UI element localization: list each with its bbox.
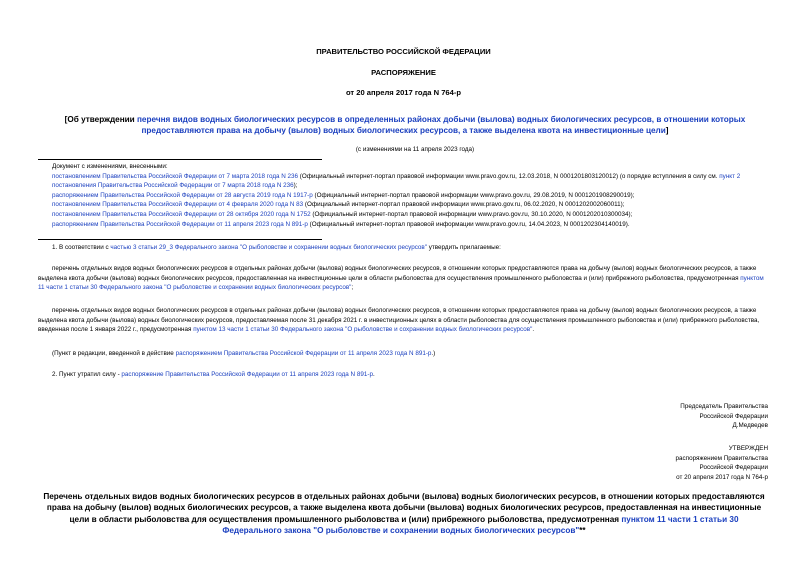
change-text-2: );: [293, 182, 298, 190]
p3-text: перечень отдельных видов водных биологических ресурсов в отдельных районах добычи (вылова) водных биологических ресурсов, в отношении которых предоставляются права на добычу (вылов) водных биологических ресурсов, а также выделена квота добычи (вылова) водных биологических ресурсов, предоставляемая после 31 декабря 2021 г. в инвестиционных целях в области рыболовства для осуществления промышленного рыболовства и (или) прибрежного рыболовства, введенная после 1 января 2022 г., предусмотренная: [38, 307, 760, 334]
p2-text: перечень отдельных видов водных биологических ресурсов в отдельных районах добычи (вылова) водных биологических ресурсов, в отношении которых предоставляются права на добычу (вылов) водных биологических ресурсов, а также выделена квота добычи (вылова) водных биологических ресурсов, предоставленная на инвестиционные цели в области рыболовства для осуществления промышленного рыболовства и (или) прибрежного рыболовства, предусмотренная: [38, 265, 757, 282]
change-link[interactable]: распоряжением Правительства Российской Федерации от 28 августа 2019 года N 1917-р: [52, 191, 313, 199]
change-link[interactable]: постановлением Правительства Российской Федерации от 7 марта 2018 года N 236: [52, 172, 299, 180]
paragraph-4: [52, 349, 768, 359]
org-header: ПРАВИТЕЛЬСТВО РОССИЙСКОЙ ФЕДЕРАЦИИ: [316, 47, 491, 56]
approved-line: Российской Федерации: [699, 464, 768, 472]
paragraph-5: [52, 370, 768, 380]
doc-date-number: от 20 апреля 2017 года N 764-р: [345, 88, 462, 97]
change-text: (Официальный интернет-портал правовой информации www.pravo.gov.ru, 14.04.2023, N 0001202304140019).: [307, 220, 630, 228]
p5-post: .: [372, 371, 375, 378]
p2-link[interactable]: пунктом 11 части 1 статьи 30 Федерального закона "О рыболовстве и сохранении водных биологических ресурсов": [38, 274, 764, 292]
change-item: [52, 210, 768, 220]
approved-line: от 20 апреля 2017 года N 764-р: [676, 473, 768, 481]
approved-block: [560, 444, 768, 482]
changes-intro: Документ с изменениями, внесенными:: [52, 163, 168, 170]
change-item: [52, 200, 768, 210]
p4-link[interactable]: распоряжением Правительства Российской Федерации от 11 апреля 2023 года N 891-р: [175, 350, 432, 357]
divider-top: [38, 159, 322, 160]
p1-link[interactable]: частью 3 статьи 29_3 Федерального закона "О рыболовстве и сохранении водных биологических ресурсов": [110, 244, 427, 251]
divider-bottom: [38, 239, 322, 240]
change-item: [52, 191, 768, 201]
paragraph-3: [38, 306, 768, 335]
change-link[interactable]: постановлением Правительства Российской Федерации от 4 февраля 2020 года N 83: [52, 201, 304, 209]
approved-line: распоряжением Правительства: [675, 454, 768, 462]
change-text: (Официальный интернет-портал правовой информации www.pravo.gov.ru, 29.08.2019, N 0001201908290019);: [312, 191, 635, 199]
list-title-post: **: [579, 526, 586, 536]
signature-name: Д.Медведев: [732, 422, 768, 430]
change-item: [52, 220, 768, 230]
change-text: (Официальный интернет-портал правовой информации www.pravo.gov.ru, 30.10.2020, N 0001202010300034);: [310, 210, 633, 218]
change-text: (Официальный интернет-портал правовой информации www.pravo.gov.ru, 06.02.2020, N 0001202002060011);: [303, 201, 625, 209]
changes-block: [52, 162, 768, 229]
doc-type: РАСПОРЯЖЕНИЕ: [371, 68, 436, 77]
change-link[interactable]: распоряжением Правительства Российской Федерации от 11 апреля 2023 года N 891-р: [52, 220, 308, 228]
p4-text: (Пункт в редакции, введенной в действие: [52, 350, 176, 357]
change-item: [52, 172, 768, 191]
title-pre: [Об утверждении: [64, 115, 137, 124]
list-title-text: Перечень отдельных видов водных биологических ресурсов в отдельных районах добычи (вылова) водных биологических ресурсов, в отношении которых предоставляются права на добычу (вылов) водных биологических ресурсов, а также выделена квота добычи (вылова) водных биологических ресурсов, предоставленная на инвестиционные цели в области рыболовства для осуществления промышленного рыболовства и (или) прибрежного рыболовства, предусмотренная: [43, 492, 765, 524]
p1-post: утвердить прилагаемые:: [427, 244, 501, 251]
title-link[interactable]: перечня видов водных биологических ресурсов в определенных районах добычи (вылова) водных биологических ресурсов, в отношении которых предоставляются права на добычу (вылов) водных биологических ресурсов, а также выделена квота на инвестиционные цели: [136, 115, 746, 135]
p5-link[interactable]: распоряжение Правительства Российской Федерации от 11 апреля 2023 года N 891-р: [121, 371, 373, 378]
title-post: ]: [665, 126, 669, 135]
change-link-2[interactable]: пункт 2 постановления Правительства Российской Федерации от 7 марта 2018 года N 236: [52, 172, 741, 190]
list-title-link[interactable]: пунктом 11 части 1 статьи 30 Федерального закона "О рыболовстве и сохранении водных биологических ресурсов": [222, 514, 739, 536]
change-text: (Официальный интернет-портал правовой информации www.pravo.gov.ru, 12.03.2018, N 0001201803120012) (о порядке вступления в силу см.: [298, 172, 720, 180]
signature-line: Российской Федерации: [699, 412, 768, 420]
list-title: [40, 491, 768, 537]
signature-line: Председатель Правительства: [680, 403, 768, 410]
p3-link[interactable]: пунктом 13 части 1 статьи 30 Федерального закона "О рыболовстве и сохранении водных биологических ресурсов": [193, 326, 533, 334]
paragraph-1: [52, 243, 768, 253]
p3-post: .: [532, 326, 535, 334]
doc-title: [52, 114, 758, 136]
p2-post: ;: [351, 284, 354, 292]
paragraph-2: [38, 264, 768, 293]
signature-block: [560, 402, 768, 431]
approved-line: УТВЕРЖДЕН: [728, 445, 768, 452]
revision-note: (с изменениями на 11 апреля 2023 года): [355, 146, 475, 153]
change-link[interactable]: постановлением Правительства Российской Федерации от 28 октября 2020 года N 1752: [52, 210, 311, 218]
p5-text: 2. Пункт утратил силу -: [52, 371, 122, 378]
p4-post: .): [431, 350, 436, 357]
p1-text: 1. В соответствии с: [52, 244, 111, 251]
